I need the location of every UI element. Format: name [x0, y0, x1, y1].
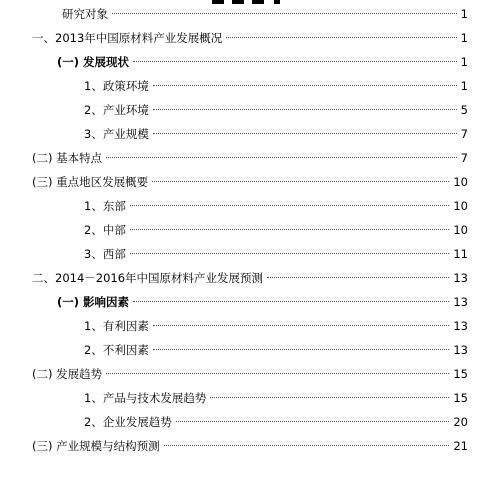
toc-entry-label: (二) 基本特点: [32, 151, 103, 165]
toc-entry-page: 1: [460, 79, 468, 93]
dot-leader: [210, 397, 449, 398]
dot-leader: [106, 157, 457, 158]
toc-entry-label: 2、不利因素: [84, 343, 149, 357]
dot-leader: [153, 349, 450, 350]
toc-entry[interactable]: [57, 292, 468, 312]
toc-entry-label: (一) 影响因素: [57, 295, 130, 309]
toc-entry-page: 10: [453, 223, 468, 237]
toc-entry-label: 研究对象: [62, 7, 108, 21]
toc-entry-label: 1、有利因素: [84, 319, 149, 333]
toc-entry[interactable]: [32, 172, 468, 192]
toc-entry-page: 20: [453, 415, 468, 429]
dot-leader: [267, 277, 449, 278]
toc-entry-label: 一、2013年中国原材料产业发展概况: [32, 31, 223, 45]
toc-entry-label: 2、产业环境: [84, 103, 149, 117]
toc-entry-label: 1、政策环境: [84, 79, 149, 93]
dot-leader: [164, 445, 450, 446]
dot-leader: [133, 301, 449, 302]
toc-entry-label: (二) 发展趋势: [32, 367, 103, 381]
toc-entry-page: 13: [453, 319, 468, 333]
toc-entry-page: 1: [460, 31, 468, 45]
toc-entry-page: 13: [453, 343, 468, 357]
dot-leader: [106, 373, 449, 374]
dot-leader: [133, 61, 457, 62]
toc-entry[interactable]: [84, 196, 468, 216]
toc-entry-label: 3、西部: [84, 247, 126, 261]
dot-leader: [130, 205, 450, 206]
dot-leader: [153, 85, 457, 86]
toc-entry[interactable]: [32, 364, 468, 384]
dot-leader: [153, 109, 457, 110]
dot-leader: [112, 13, 457, 14]
dot-leader: [130, 253, 450, 254]
toc-entry-label: 1、产品与技术发展趋势: [84, 391, 207, 405]
toc-entry[interactable]: [84, 316, 468, 336]
toc-entry[interactable]: [32, 436, 468, 456]
dot-leader: [153, 133, 457, 134]
toc-entry[interactable]: [84, 76, 468, 96]
dot-leader: [226, 37, 456, 38]
toc-entry-page: 10: [453, 175, 468, 189]
toc-entry[interactable]: [62, 4, 468, 24]
toc-entry-page: 21: [453, 439, 468, 453]
toc-entry[interactable]: [32, 268, 468, 288]
toc-entry[interactable]: [84, 412, 468, 432]
toc-entry-label: 3、产业规模: [84, 127, 149, 141]
toc-entry[interactable]: [84, 340, 468, 360]
toc-entry-page: 15: [453, 391, 468, 405]
toc-entry-page: 5: [460, 103, 468, 117]
toc-entry[interactable]: [84, 388, 468, 408]
toc-entry-label: (一) 发展现状: [57, 55, 130, 69]
toc-entry-page: 13: [453, 271, 468, 285]
toc-entry-page: 1: [460, 7, 468, 21]
toc-entry-page: 1: [460, 55, 468, 69]
toc-entry[interactable]: [32, 148, 468, 168]
toc-entry[interactable]: [84, 244, 468, 264]
dot-leader: [176, 421, 450, 422]
toc-entry-label: (三) 重点地区发展概要: [32, 175, 149, 189]
toc-entry-label: 2、企业发展趋势: [84, 415, 172, 429]
toc-entry-label: 二、2014－2016年中国原材料产业发展预测: [32, 271, 264, 285]
toc-entry[interactable]: [84, 124, 468, 144]
toc-entry-label: 2、中部: [84, 223, 126, 237]
toc-entry[interactable]: [84, 220, 468, 240]
toc-entry[interactable]: [84, 100, 468, 120]
dot-leader: [152, 181, 449, 182]
toc-entry-page: 10: [453, 199, 468, 213]
toc-entry-page: 11: [453, 247, 468, 261]
toc-entry-page: 7: [460, 127, 468, 141]
toc-entry[interactable]: [57, 52, 468, 72]
toc-entry-label: (三) 产业规模与结构预测: [32, 439, 160, 453]
dot-leader: [153, 325, 450, 326]
toc-entry[interactable]: [32, 28, 468, 48]
toc-entry-page: 13: [453, 295, 468, 309]
toc-entry-page: 7: [460, 151, 468, 165]
toc-entry-label: 1、东部: [84, 199, 126, 213]
dot-leader: [130, 229, 450, 230]
toc-entry-page: 15: [453, 367, 468, 381]
